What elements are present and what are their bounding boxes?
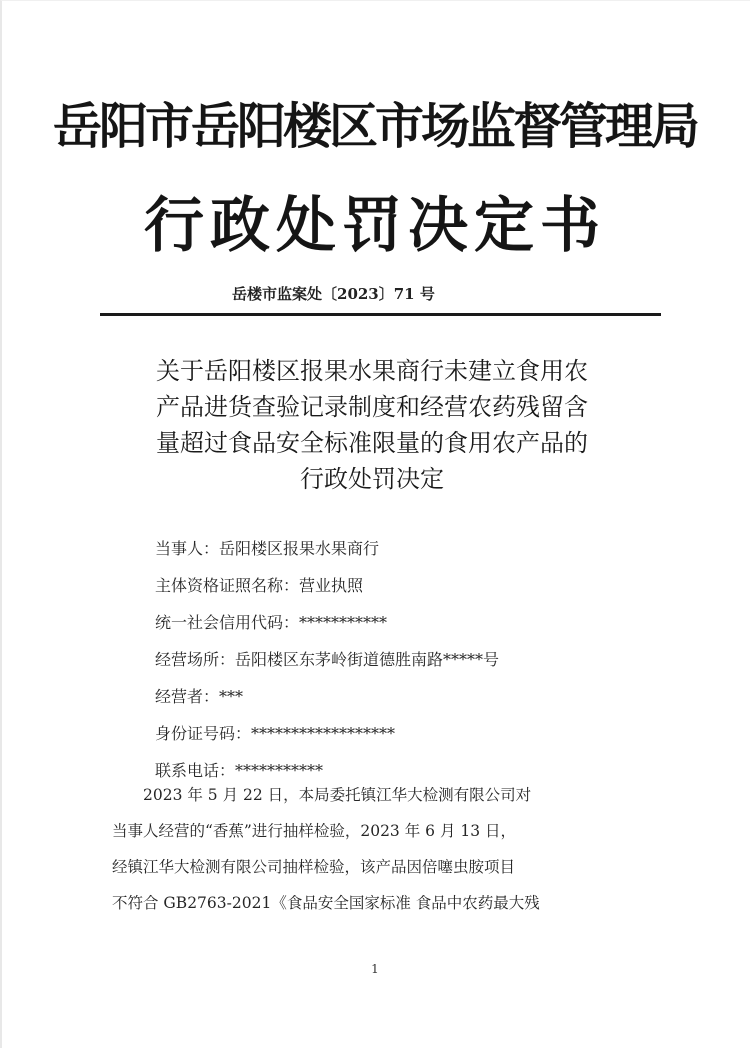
decision-title-line: 关于岳阳楼区报果水果商行未建立食用农: [156, 357, 588, 385]
license-type-field: 主体资格证照名称：营业执照: [155, 576, 364, 595]
id-number-field: 身份证号码：******************: [155, 724, 396, 743]
credit-code-field: 统一社会信用代码：***********: [155, 613, 388, 632]
decision-title: [112, 353, 632, 497]
document-number: 岳楼市监案处〔2023〕71 号: [232, 285, 435, 303]
header-divider: [100, 313, 661, 316]
body-paragraph: [112, 784, 657, 928]
operator-field: 经营者：***: [155, 687, 244, 706]
party-info: [155, 538, 499, 797]
body-line: 当事人经营的“香蕉”进行抽样检验，2023 年 6 月 13 日，: [112, 822, 517, 840]
decision-title-line: 产品进货查验记录制度和经营农药残留含: [156, 393, 588, 421]
business-address-field: 经营场所：岳阳楼区东茅岭街道德胜南路*****号: [155, 650, 500, 669]
issuing-authority: 岳阳市岳阳楼区市场监督管理局: [52, 98, 697, 155]
body-line: 2023 年 5 月 22 日，本局委托镇江华大检测有限公司对: [143, 786, 532, 804]
decision-title-line: 量超过食品安全标准限量的食用农产品的: [156, 429, 588, 457]
body-line: 不符合 GB2763-2021《食品安全国家标准 食品中农药最大残: [112, 894, 540, 912]
decision-title-line: 行政处罚决定: [300, 465, 444, 493]
party-name-field: 当事人：岳阳楼区报果水果商行: [155, 539, 380, 558]
body-line: 经镇江华大检测有限公司抽样检验，该产品因倍噻虫胺项目: [112, 858, 516, 876]
phone-field: 联系电话：***********: [155, 761, 324, 780]
document-type-title: 行政处罚决定书: [144, 191, 606, 261]
page-number: 1: [371, 962, 379, 976]
